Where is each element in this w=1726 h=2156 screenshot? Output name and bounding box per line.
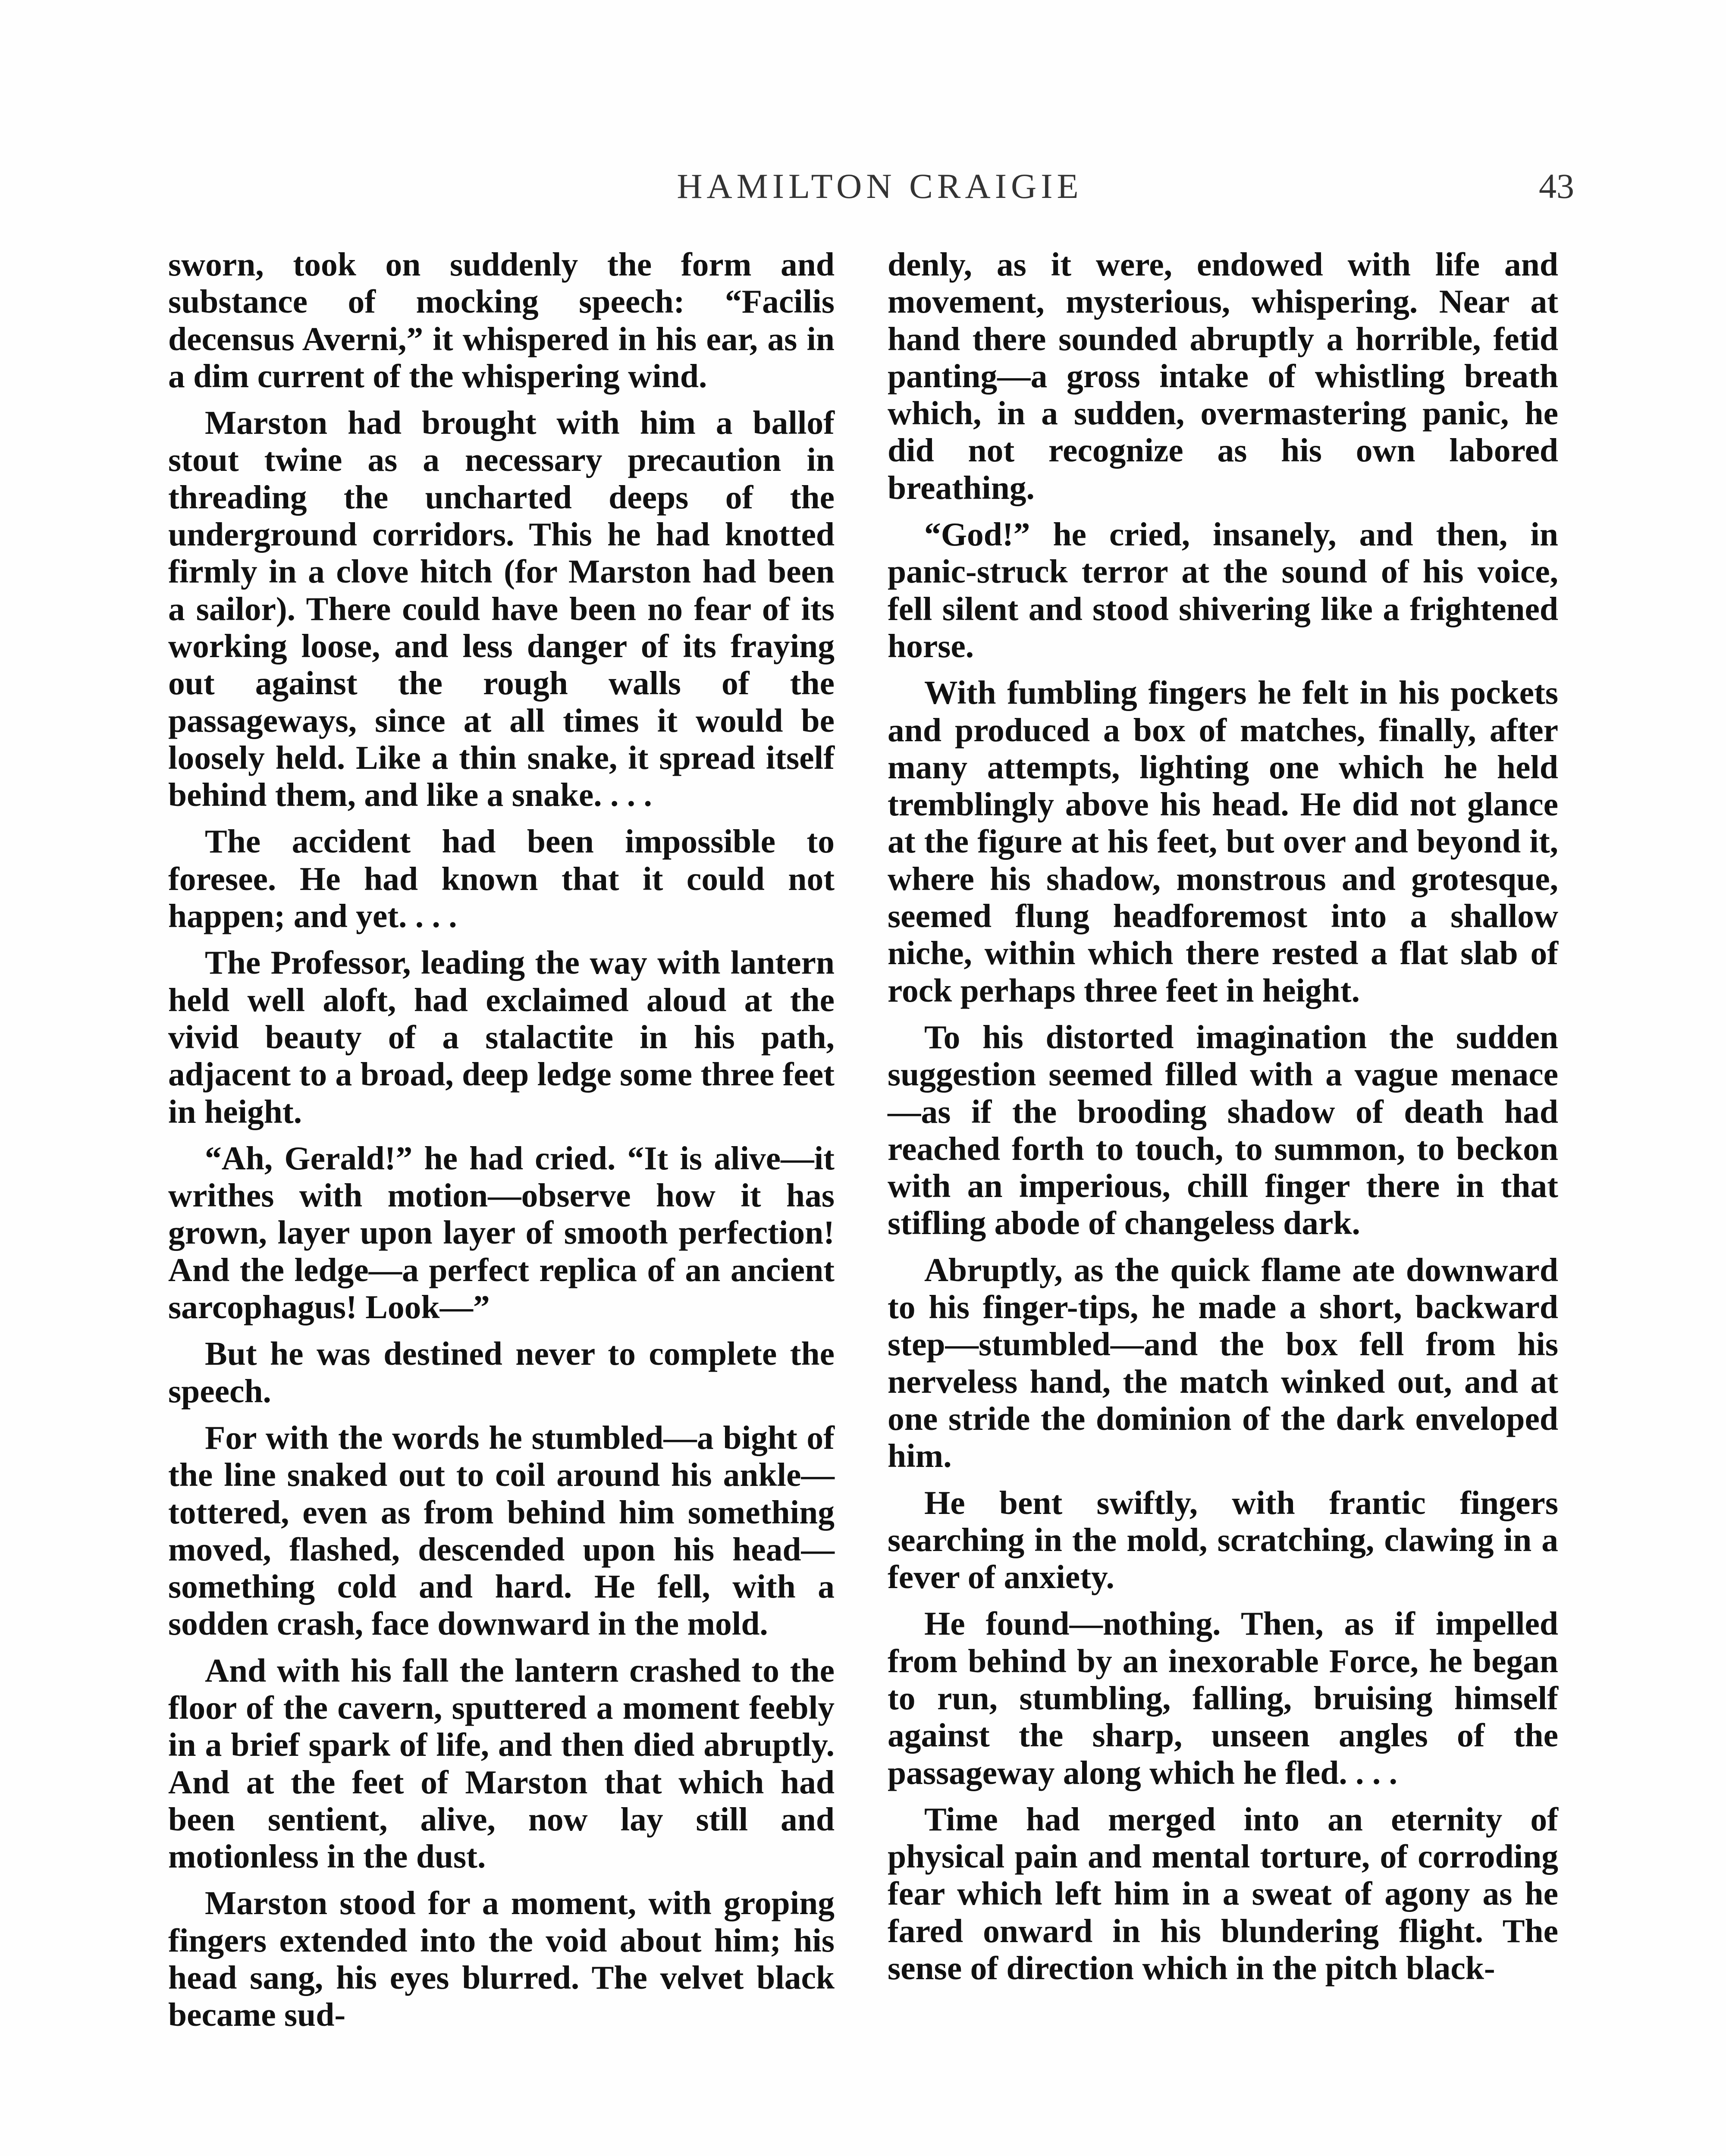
paragraph: But he was destined never to complete the speech. [168,1335,835,1410]
paragraph: Abruptly, as the quick flame ate downward to his finger-tips, he made a short, backward step—stumbled—and the box fell from his nerveless hand, the match winked out, and at one stride the dominion of the dark enveloped him. [888,1251,1558,1475]
paragraph: Time had merged into an eternity of physical pain and mental torture, of corroding fear which left him in a sweat of agony as he fared onward in his blundering flight. The sense of direction which in the pitch black- [888,1800,1558,1987]
paragraph: He bent swiftly, with frantic fingers searching in the mold, scratching, clawing in a fever of anxiety. [888,1484,1558,1596]
paragraph: Marston had brought with him a ballof stout twine as a necessary precaution in threading the uncharted deeps of the underground corridors. This he had knotted firmly in a clove hitch (for Marston had been a sailor). There could have been no fear of its working loose, and less danger of its fraying out against the rough walls of the passageways, since at all times it would be loosely held. Like a thin snake, it spread itself behind them, and like a snake. . . . [168,404,835,814]
paragraph: Marston stood for a moment, with groping fingers extended into the void about him; his head sang, his eyes blurred. The velvet black became sud- [168,1884,835,2034]
paragraph: And with his fall the lantern crashed to the floor of the cavern, sputtered a moment feebly in a brief spark of life, and then died abruptly. And at the feet of Marston that which had been sentient, alive, now lay still and motionless in the dust. [168,1651,835,1875]
right-text-column [888,246,1558,1987]
paragraph: sworn, took on suddenly the form and substance of mocking speech: “Facilis decensus Averni,” it whispered in his ear, as in a dim current of the whispering wind. [168,246,835,395]
paragraph: For with the words he stumbled—a bight of the line snaked out to coil around his ankle—tottered, even as from behind him something moved, flashed, descended upon his head—something cold and hard. He fell, with a sodden crash, face downward in the mold. [168,1419,835,1642]
left-text-column [168,246,835,2034]
paragraph: The Professor, leading the way with lantern held well aloft, had exclaimed aloud at the vivid beauty of a stalactite in his path, adjacent to a broad, deep ledge some three feet in height. [168,944,835,1130]
paragraph: To his distorted imagination the sudden suggestion seemed filled with a vague menace—as if the brooding shadow of death had reached forth to touch, to summon, to beckon with an imperious, chill finger there in that stifling abode of changeless dark. [888,1018,1558,1242]
paragraph: With fumbling fingers he felt in his pockets and produced a box of matches, finally, after many attempts, lighting one which he held tremblingly above his head. He did not glance at the figure at his feet, but over and beyond it, where his shadow, monstrous and grotesque, seemed flung headforemost into a shallow niche, within which there rested a flat slab of rock perhaps three feet in height. [888,674,1558,1009]
paragraph: “Ah, Gerald!” he had cried. “It is alive—it writhes with motion—observe how it has grown, layer upon layer of smooth perfection! And the ledge—a perfect replica of an ancient sarcophagus! Look—” [168,1139,835,1326]
running-title: HAMILTON CRAIGIE [677,166,1083,206]
paragraph: denly, as it were, endowed with life and movement, mysterious, whispering. Near at hand there sounded abruptly a horrible, fetid panting—a gross intake of whistling breath which, in a sudden, overmastering panic, he did not recognize as his own labored breathing. [888,246,1558,506]
page-number: 43 [1539,166,1574,206]
paragraph: He found—nothing. Then, as if impelled from behind by an inexorable Force, he began to run, stumbling, falling, bruising himself against the sharp, unseen angles of the passageway along which he fled. . . . [888,1605,1558,1791]
paragraph: “God!” he cried, insanely, and then, in panic-struck terror at the sound of his voice, fell silent and stood shivering like a frightened horse. [888,516,1558,664]
paragraph: The accident had been impossible to foresee. He had known that it could not happen; and yet. . . . [168,823,835,935]
